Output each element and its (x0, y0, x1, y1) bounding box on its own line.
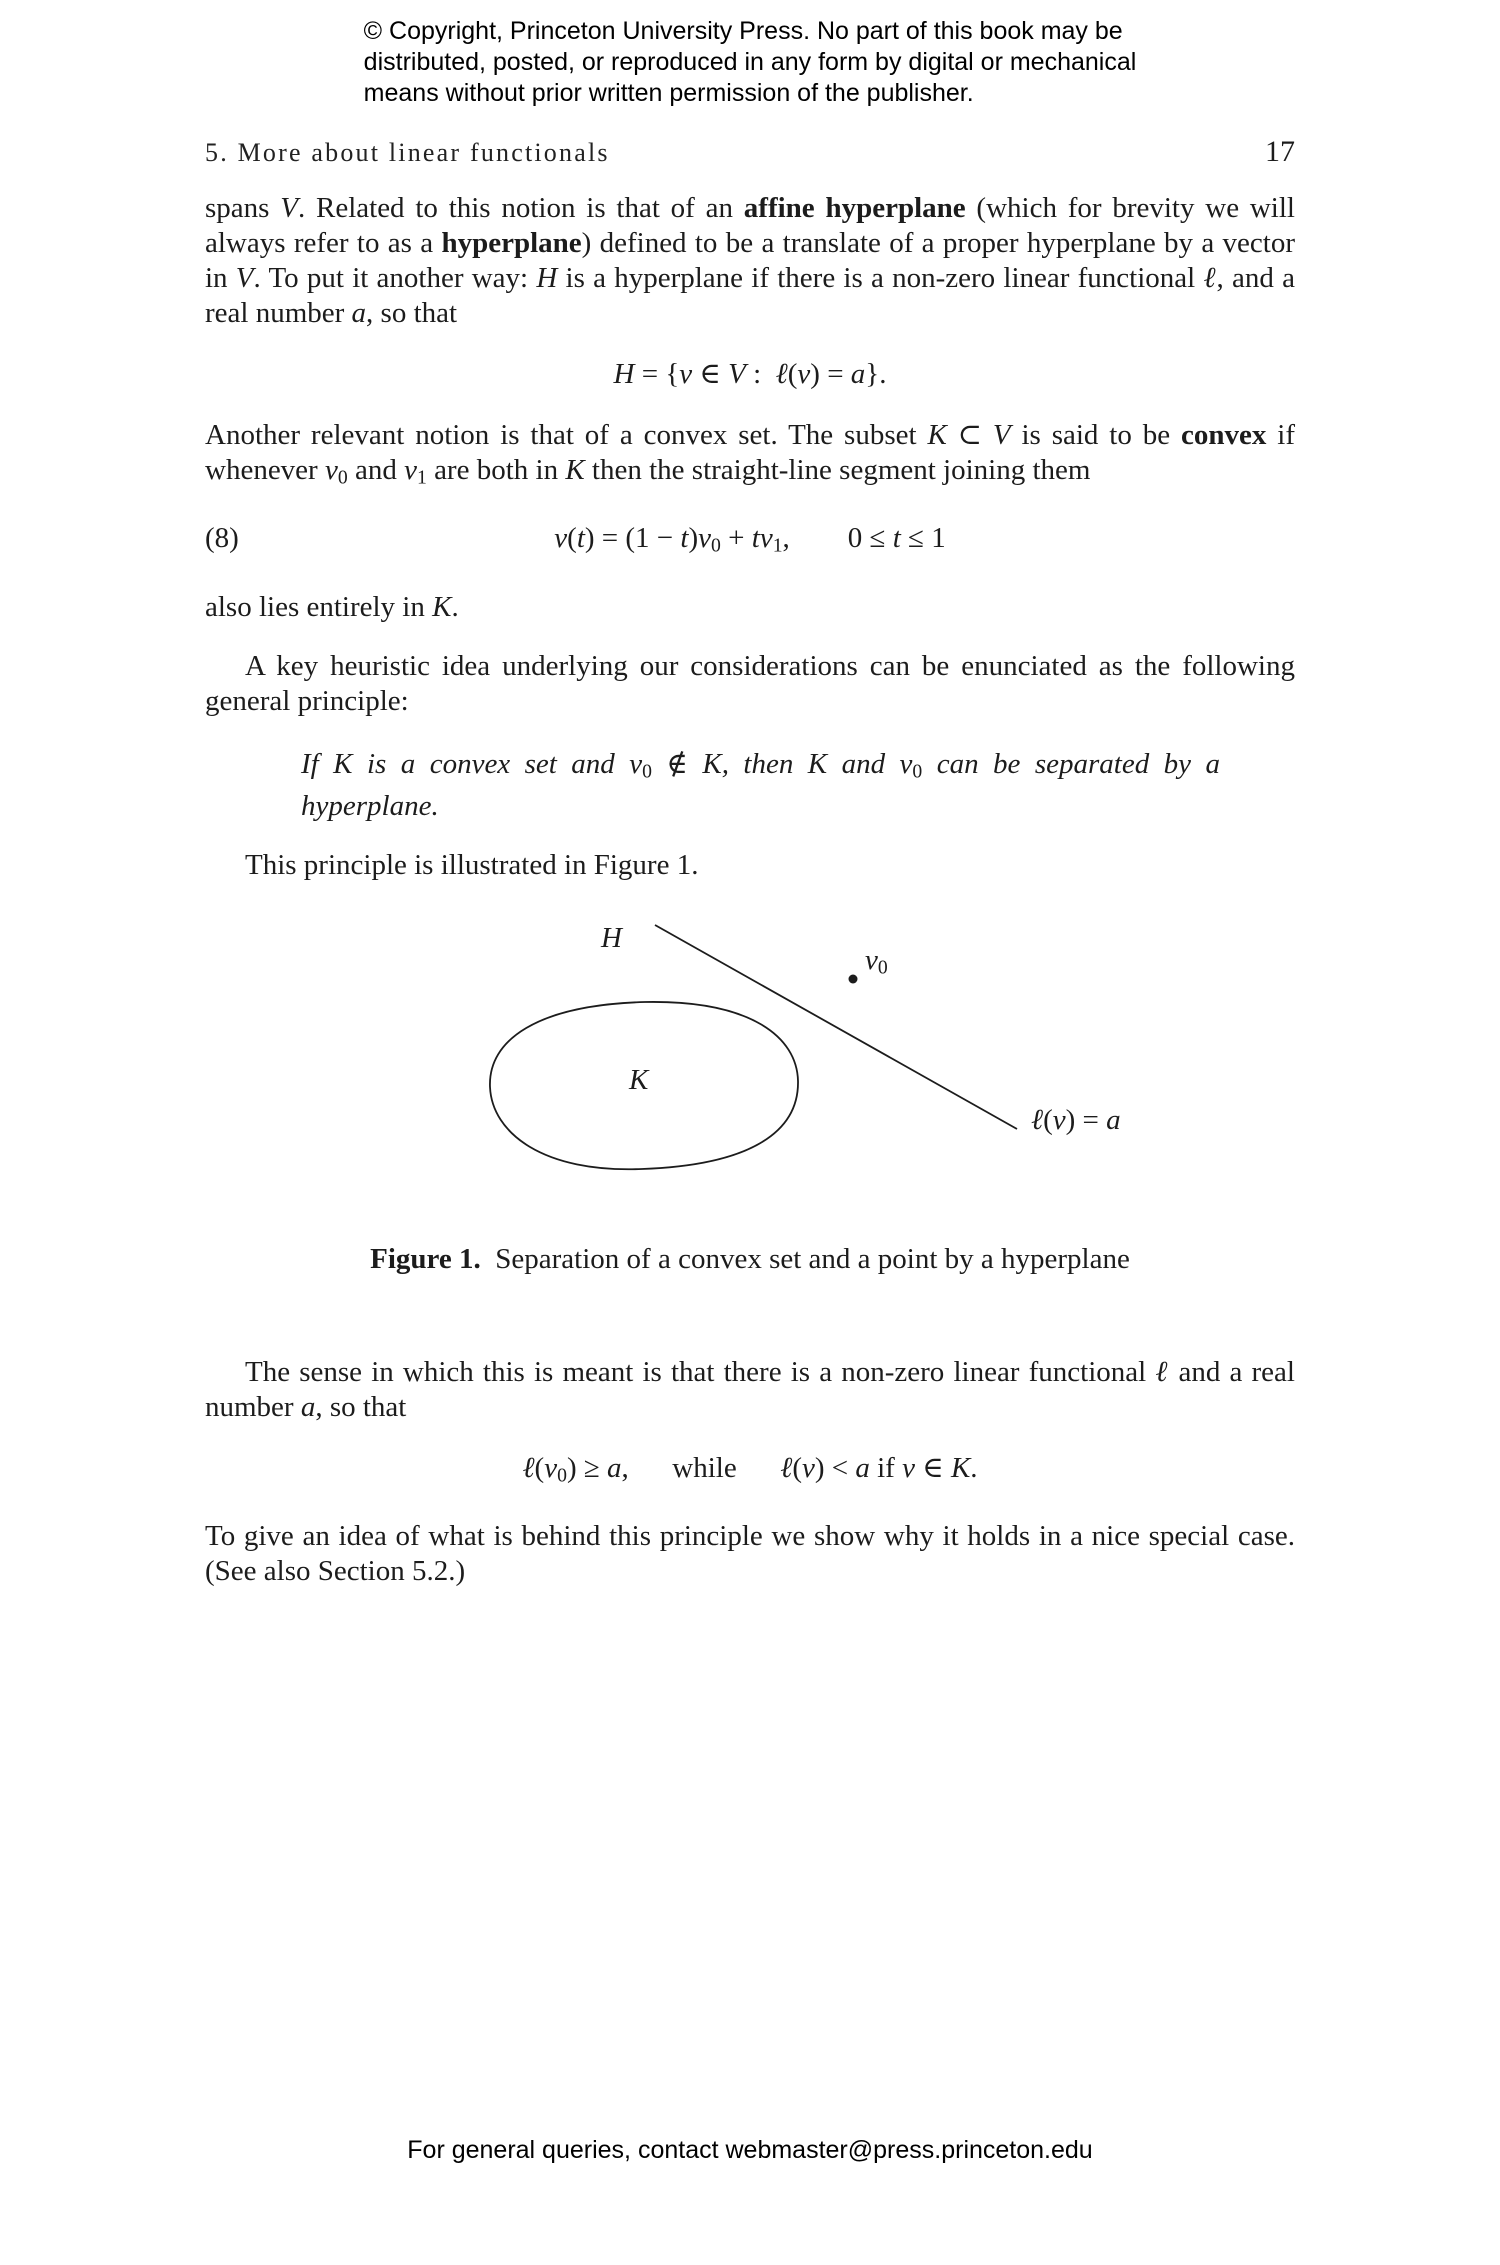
paragraph-key-heuristic: A key heuristic idea underlying our considerations can be enunciated as the following general principle: (205, 649, 1295, 717)
figure-1 (205, 917, 1295, 1202)
paragraph-hyperplane-def: spans V. Related to this notion is that of an affine hyperplane (which for brevity we will always refer to as a hyperplane) defined to be a translate of a proper hyperplane by a vector in V. To put it another way: H is a hyperplane if there is a non-zero linear functional ℓ, and a real number a, so that (205, 192, 1295, 329)
label-point-v0: v0 (865, 943, 888, 979)
equation-hyperplane: H = {v ∈ V : ℓ(v) = a}. (613, 358, 887, 390)
hyperplane-diagram (205, 917, 1295, 1202)
principle-quote: If K is a convex set and v0 ∉ K, then K and v0 can be separated by a hyperplane. (301, 747, 1220, 822)
equation-number: (8) (205, 522, 239, 555)
page-number: 17 (1265, 135, 1295, 168)
copyright-notice (364, 16, 1137, 109)
text-column (205, 191, 1295, 1589)
section-title: 5. More about linear functionals (205, 138, 610, 167)
paragraph-sense: The sense in which this is meant is that there is a non-zero linear functional ℓ and a real number a, so that (205, 1355, 1295, 1423)
paragraph-also-lies: also lies entirely in K. (205, 590, 459, 623)
label-line-equation: ℓ(v) = a (1031, 1103, 1121, 1136)
label-hyperplane-H: H (601, 921, 622, 954)
page-footer: For general queries, contact webmaster@press.princeton.edu (407, 2136, 1093, 2164)
equation-8 (205, 521, 1295, 563)
equation-8-body: v(t) = (1 − t)v0 + tv1, 0 ≤ t ≤ 1 (554, 522, 946, 557)
copyright-line-2: distributed, posted, or reproduced in any form by digital or mechanical (363, 48, 1137, 76)
paragraph-special-case: To give an idea of what is behind this principle we show why it holds in a nice special case. (See also Section 5.2.) (205, 1520, 1295, 1588)
point-v0-dot (849, 974, 858, 983)
copyright-line-1: © Copyright, Princeton University Press. No part of this book may be (363, 17, 1123, 45)
equation-separation: ℓ(v0) ≥ a, while ℓ(v) < a if v ∈ K. (522, 1451, 978, 1487)
label-convex-set-K: K (629, 1063, 649, 1096)
copyright-line-3: means without prior written permission of the publisher. (363, 79, 974, 107)
figure-caption: Figure 1. Separation of a convex set and a point by a hyperplane (370, 1242, 1130, 1275)
running-header (205, 135, 1295, 169)
paragraph-illustrated: This principle is illustrated in Figure 1. (245, 848, 699, 881)
paragraph-convex-def: Another relevant notion is that of a convex set. The subset K ⊂ V is said to be convex if whenever v0 and v1 are both in K then the straight-line segment joining them (205, 419, 1295, 489)
hyperplane-line (655, 925, 1017, 1129)
